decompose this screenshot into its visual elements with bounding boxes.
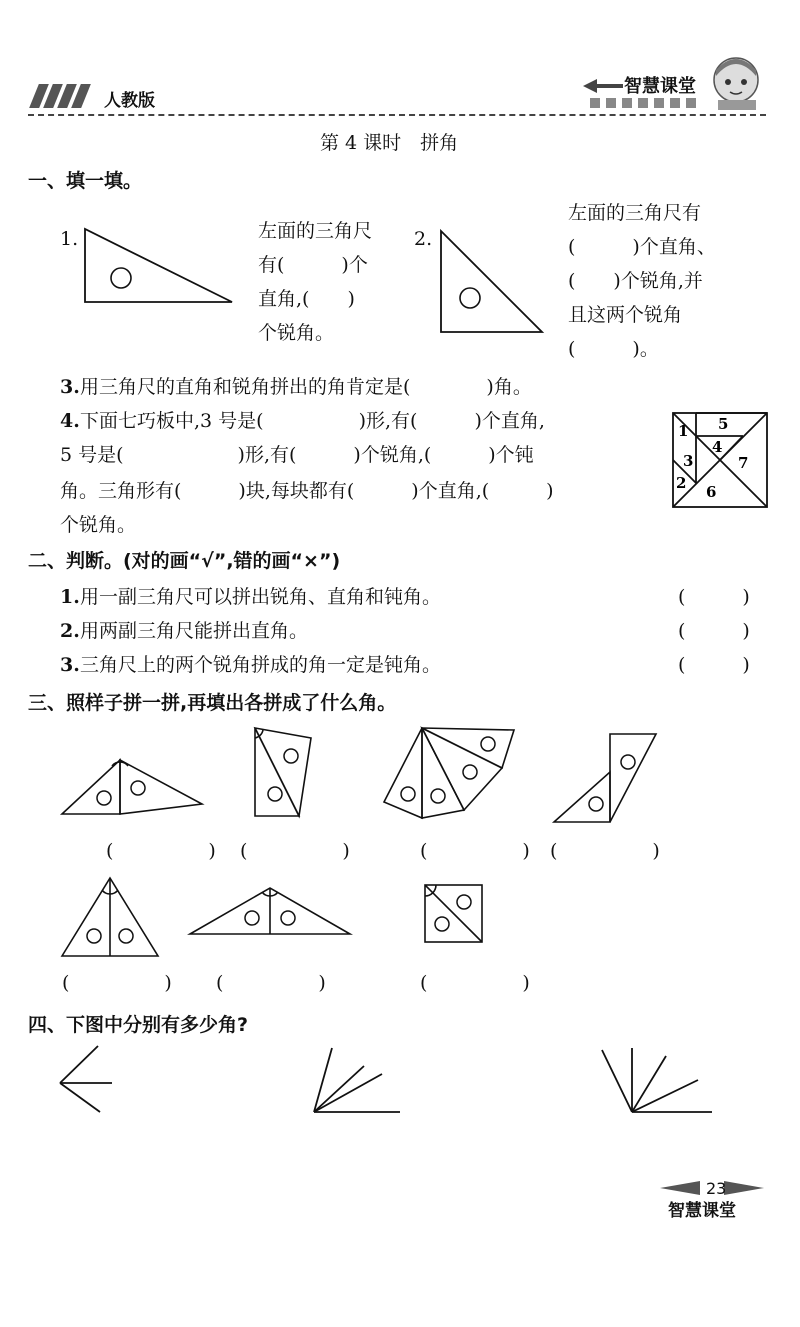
combo-figure-7: [424, 884, 484, 944]
tangram-label-1: 1: [678, 422, 689, 440]
judge-2-number: 2.: [60, 620, 80, 642]
q2-number: 2.: [414, 228, 433, 250]
edition-label: 人教版: [104, 91, 155, 111]
tangram-label-7: 7: [738, 454, 749, 472]
judge-1-text: 用一副三角尺可以拼出锐角、直角和钝角。: [80, 586, 442, 608]
section1-heading: 一、填一填。: [28, 170, 143, 192]
tangram-label-3: 3: [683, 452, 694, 470]
combo-5-answer-blank[interactable]: ( ): [62, 972, 172, 994]
combo-figure-3: [384, 726, 518, 822]
combo-1-answer-blank[interactable]: ( ): [106, 840, 216, 862]
q2-line-4: 且这两个锐角: [568, 304, 683, 326]
judge-1-number: 1.: [60, 586, 80, 608]
combo-4-answer-blank[interactable]: ( ): [550, 840, 660, 862]
judge-1-answer-blank[interactable]: ( ): [678, 586, 750, 608]
header-stripes-decoration: [30, 84, 92, 108]
judge-2-text: 用两副三角尺能拼出直角。: [80, 620, 309, 642]
q1-line-3: 直角,( ): [258, 288, 355, 310]
tangram-label-6: 6: [706, 483, 717, 501]
combo-figure-2: [253, 726, 315, 818]
combo-3-answer-blank[interactable]: ( ): [420, 840, 530, 862]
header-squares-decoration: [590, 98, 710, 108]
q2-triangle-ruler: [440, 230, 544, 334]
section4-heading: 四、下图中分别有多少角?: [28, 1014, 249, 1036]
judge-2-answer-blank[interactable]: ( ): [678, 620, 750, 642]
judge-3-number: 3.: [60, 654, 80, 676]
lesson-title: 第 4 课时 拼角: [320, 132, 459, 154]
section2-heading: 二、判断。(对的画“√”,错的画“×”): [28, 550, 341, 572]
section3-heading: 三、照样子拼一拼,再填出各拼成了什么角。: [28, 692, 397, 714]
q2-line-1: 左面的三角尺有: [568, 202, 702, 224]
q2-line-2: ( )个直角、: [568, 236, 716, 258]
q4-line-1: 下面七巧板中,3 号是( )形,有( )个直角,: [80, 410, 545, 432]
combo-figure-6: [190, 886, 352, 936]
q3-text: 用三角尺的直角和锐角拼出的角肯定是( )角。: [80, 376, 532, 398]
angle-figure-2: [312, 1046, 402, 1114]
tangram-label-5: 5: [718, 415, 729, 433]
page-number: 23: [706, 1179, 727, 1198]
header-divider: [28, 114, 766, 116]
q3-number: 3.: [60, 376, 80, 398]
tangram-figure: [672, 412, 768, 508]
header-arrow-icon: [583, 78, 623, 94]
q1-line-4: 个锐角。: [258, 322, 335, 344]
combo-figure-5: [62, 876, 158, 958]
header-brand: 智慧课堂: [624, 76, 696, 97]
judge-3-answer-blank[interactable]: ( ): [678, 654, 750, 676]
q1-line-2: 有( )个: [258, 254, 368, 276]
angle-figure-3: [600, 1046, 714, 1114]
q1-triangle-ruler: [84, 228, 234, 304]
q4-line-4: 个锐角。: [60, 514, 137, 536]
judge-3-text: 三角尺上的两个锐角拼成的角一定是钝角。: [80, 654, 442, 676]
footer-brand: 智慧课堂: [668, 1201, 736, 1221]
combo-7-answer-blank[interactable]: ( ): [420, 972, 530, 994]
q4-line-2: 5 号是( )形,有( )个锐角,( )个钝: [60, 444, 534, 466]
girl-mascot-icon: [708, 56, 766, 112]
q4-line-3: 角。三角形有( )块,每块都有( )个直角,( ): [60, 480, 554, 502]
tangram-label-4: 4: [712, 438, 723, 456]
tangram-label-2: 2: [676, 474, 687, 492]
combo-figure-4: [554, 732, 660, 824]
q1-number: 1.: [60, 228, 79, 250]
combo-2-answer-blank[interactable]: ( ): [240, 840, 350, 862]
combo-figure-1: [62, 756, 204, 816]
angle-figure-1: [58, 1044, 114, 1114]
combo-6-answer-blank[interactable]: ( ): [216, 972, 326, 994]
q1-line-1: 左面的三角尺: [258, 220, 373, 242]
q2-line-3: ( )个锐角,并: [568, 270, 703, 292]
q2-line-5: ( )。: [568, 338, 659, 360]
q4-number: 4.: [60, 410, 80, 432]
